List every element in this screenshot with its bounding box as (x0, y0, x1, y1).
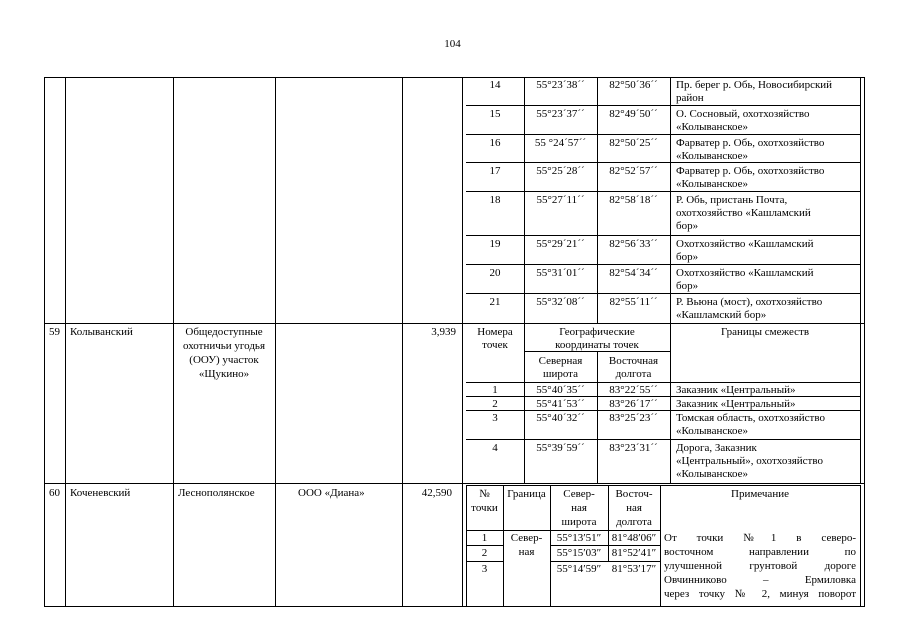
border-description: Заказник «Центральный» (676, 398, 796, 410)
border-description: Охотхозяйство «Кашламский (676, 267, 814, 279)
border-description: «Центральный», охотхозяйство (676, 455, 823, 467)
area-cell: 42,590 (421, 487, 452, 499)
area-cell: 3,939 (431, 326, 456, 338)
border-description: Пр. берег р. Обь, Новосибирский (676, 79, 833, 91)
hunting-ground-name: Общедоступные (185, 326, 263, 338)
point-number: 4 (492, 442, 498, 454)
header-longitude: Восточная (608, 355, 659, 367)
point-number: 21 (489, 296, 501, 308)
hunting-ground-name: Леснополянское (178, 487, 255, 499)
point-number: 1 (481, 532, 488, 544)
border-description: «Колыванское» (676, 425, 749, 437)
note-text: через точку № 2, минуя поворот (664, 588, 856, 600)
latitude-cell: 55°13′51″ (556, 532, 602, 544)
border-description: бор» (676, 251, 699, 263)
header-border: Граница (507, 488, 546, 500)
border-description: «Колыванское» (676, 468, 749, 480)
header-geo-coordinates: Географические (559, 326, 635, 338)
point-number: 15 (489, 108, 501, 120)
note-text: улучшенной грунтовой дороге (664, 560, 856, 572)
border-description: Охотхозяйство «Кашламский (676, 238, 814, 250)
row-number: 60 (49, 487, 60, 499)
longitude-cell: 82°54´34´´ (609, 267, 658, 279)
hunting-user-cell: ООО «Диана» (298, 487, 365, 499)
header-longitude: ная (626, 502, 642, 514)
hunting-ground-name: «Щукино» (198, 368, 250, 380)
header-points: Номера (477, 326, 513, 338)
longitude-cell: 83°26´17´´ (609, 398, 658, 410)
point-number: 17 (489, 165, 501, 177)
latitude-cell: 55 °24´57´´ (534, 137, 587, 149)
latitude-cell: 55°27´11´´ (536, 194, 585, 206)
longitude-cell: 82°58´18´´ (609, 194, 658, 206)
header-point-number: № (479, 488, 490, 500)
border-description: бор» (676, 280, 699, 292)
latitude-cell: 55°41´53´´ (536, 398, 585, 410)
longitude-cell: 82°50´25´´ (609, 137, 658, 149)
latitude-cell: 55°15′03″ (556, 547, 602, 559)
district-cell: Коченевский (70, 487, 131, 499)
longitude-cell: 81°53′17″ (611, 563, 657, 575)
longitude-cell: 82°56´33´´ (609, 238, 658, 250)
latitude-cell: 55°40´35´´ (536, 384, 585, 396)
latitude-cell: 55°40´32´´ (536, 412, 585, 424)
point-number: 18 (489, 194, 501, 206)
border-description: «Колыванское» (676, 178, 749, 190)
latitude-cell: 55°32´08´´ (536, 296, 585, 308)
header-borders: Границы смежеств (720, 326, 810, 338)
header-note: Примечание (731, 488, 789, 500)
border-description: «Колыванское» (676, 121, 749, 133)
hunting-ground-name: охотничьи угодья (182, 340, 266, 352)
header-latitude: широта (542, 368, 579, 380)
border-description: Р. Обь, пристань Почта, (676, 194, 788, 206)
header-latitude: Северная (538, 355, 583, 367)
border-description: О. Сосновый, охотхозяйство (676, 108, 810, 120)
point-number: 16 (489, 137, 501, 149)
border-description: Фарватер р. Обь, охотхозяйство (676, 137, 825, 149)
latitude-cell: 55°31´01´´ (536, 267, 585, 279)
header-points: точек (482, 339, 508, 351)
latitude-cell: 55°39´59´´ (536, 442, 585, 454)
point-number: 19 (489, 238, 501, 250)
header-latitude: Север- (563, 488, 595, 500)
note-text: От точки №1 в северо- (664, 532, 856, 544)
point-number: 2 (481, 547, 488, 559)
latitude-cell: 55°23´38´´ (536, 79, 585, 91)
header-geo-coordinates: координаты точек (555, 339, 639, 351)
border-direction: ная (518, 546, 535, 558)
point-number: 20 (489, 267, 501, 279)
longitude-cell: 82°52´57´´ (609, 165, 658, 177)
point-number: 3 (492, 412, 498, 424)
border-description: «Кашламский бор» (676, 309, 767, 321)
row-number: 59 (49, 326, 60, 338)
border-description: Фарватер р. Обь, охотхозяйство (676, 165, 825, 177)
district-cell: Колыванский (70, 326, 133, 338)
longitude-cell: 83°23´31´´ (609, 442, 658, 454)
latitude-cell: 55°25´28´´ (536, 165, 585, 177)
point-number: 2 (492, 398, 498, 410)
header-latitude: широта (561, 516, 597, 528)
border-description: район (676, 92, 704, 104)
header-point-number: точки (471, 502, 498, 514)
latitude-cell: 55°29´21´´ (536, 238, 585, 250)
longitude-cell: 81°48′06″ (611, 532, 657, 544)
border-description: охотхозяйство «Кашламский (676, 207, 811, 219)
point-number: 14 (489, 79, 501, 91)
longitude-cell: 82°50´36´´ (609, 79, 658, 91)
border-description: Томская область, охотхозяйство (676, 412, 825, 424)
latitude-cell: 55°23´37´´ (536, 108, 585, 120)
header-longitude: Восточ- (615, 488, 653, 500)
note-text: Овчинниково – Ермиловка (664, 574, 856, 586)
note-text: восточном направлении по (664, 546, 856, 558)
longitude-cell: 83°25´23´´ (609, 412, 658, 424)
longitude-cell: 82°49´50´´ (609, 108, 658, 120)
longitude-cell: 83°22´55´´ (609, 384, 658, 396)
border-direction: Север- (510, 532, 543, 544)
hunting-ground-name: (ООУ) участок (189, 354, 259, 366)
longitude-cell: 82°55´11´´ (609, 296, 658, 308)
border-description: Дорога, Заказник (676, 442, 757, 454)
header-longitude: долгота (615, 368, 652, 380)
border-description: бор» (676, 220, 699, 232)
border-description: Заказник «Центральный» (676, 384, 796, 396)
header-latitude: ная (571, 502, 587, 514)
page-number: 104 (444, 38, 461, 50)
point-number: 1 (492, 384, 498, 396)
header-longitude: долгота (616, 516, 652, 528)
border-description: Р. Вьюна (мост), охотхозяйство (676, 296, 823, 308)
border-description: «Колыванское» (676, 150, 749, 162)
longitude-cell: 81°52′41″ (611, 547, 657, 559)
latitude-cell: 55°14′59″ (556, 563, 602, 575)
point-number: 3 (481, 563, 488, 575)
